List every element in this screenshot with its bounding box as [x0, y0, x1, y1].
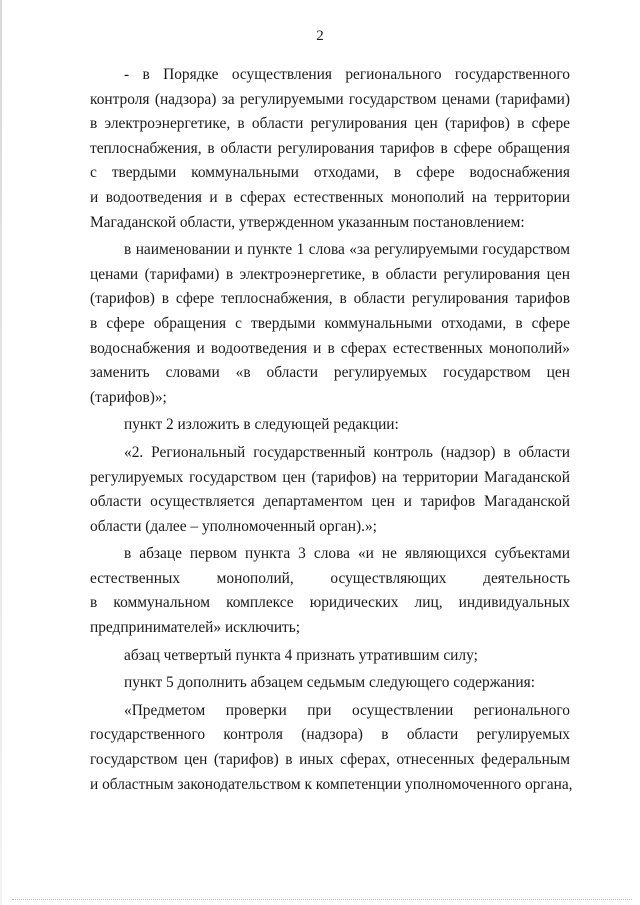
- paragraph-line: «Предметом проверки при осуществлении регионального: [124, 701, 570, 719]
- paragraph-line: (тарифов)»;: [90, 388, 167, 406]
- document-body: [90, 63, 573, 800]
- paragraph-line: в коммунальном комплексе юридических лиц, индивидуальных: [90, 594, 570, 612]
- paragraph-line: области (далее – уполномоченный орган).»;: [90, 517, 377, 535]
- paragraph-line: естественных монополий, осуществляющих деятельность: [90, 569, 570, 587]
- paragraph-line: пункт 2 изложить в следующей редакции:: [124, 416, 399, 434]
- paragraph-line: регулируемых государством цен (тарифов) на территории Магаданской: [90, 468, 570, 486]
- paragraph-line: Магаданской области, утвержденном указанным постановлением:: [90, 213, 525, 231]
- paragraph-line: (тарифов) в сфере теплоснабжения, в области регулирования тарифов: [90, 290, 570, 308]
- paragraph-line: государством цен (тарифов) в иных сферах, отнесенных федеральным: [90, 751, 570, 769]
- paragraph: [90, 699, 573, 797]
- paragraph-line: пункт 5 дополнить абзацем седьмым следующего содержания:: [124, 674, 535, 692]
- paragraph: [90, 413, 570, 438]
- paragraph-line: контроля (надзора) за регулируемыми государством ценами (тарифами): [90, 90, 570, 108]
- paragraph: [90, 644, 570, 669]
- paragraph-line: с твердыми коммунальными отходами, в сфере водоснабжения: [90, 164, 570, 182]
- paragraph: [90, 671, 570, 696]
- paragraph: [90, 441, 570, 539]
- paragraph: [90, 63, 570, 235]
- paragraph-line: в абзаце первом пункта 3 слова «и не являющихся субъектами: [124, 545, 570, 563]
- scan-left-edge: [0, 0, 2, 905]
- paragraph-line: «2. Региональный государственный контроль (надзор) в области: [124, 443, 570, 461]
- scan-bottom-edge: [12, 899, 632, 901]
- paragraph-line: государственного контроля (надзора) в области регулируемых: [90, 726, 570, 744]
- paragraph-line: абзац четвертый пункта 4 признать утратившим силу;: [124, 646, 478, 664]
- paragraph: [90, 238, 570, 410]
- paragraph: [90, 542, 570, 640]
- page-number: 2: [316, 28, 324, 44]
- paragraph-line: предпринимателей» исключить;: [90, 619, 301, 637]
- paragraph-line: заменить словами «в области регулируемых государством цен: [90, 364, 570, 382]
- paragraph-line: водоснабжения и водоотведения и в сферах естественных монополий»: [90, 339, 570, 357]
- paragraph-line: в наименовании и пункте 1 слова «за регулируемыми государством: [124, 241, 570, 259]
- paragraph-line: - в Порядке осуществления регионального государственного: [124, 66, 570, 83]
- paragraph-line: области осуществляется департаментом цен и тарифов Магаданской: [90, 493, 570, 511]
- paragraph-line: в электроэнергетике, в области регулирования цен (тарифов) в сфере: [90, 115, 570, 133]
- paragraph-line: теплоснабжения, в области регулирования тарифов в сфере обращения: [90, 139, 570, 157]
- paragraph-line: ценами (тарифами) в электроэнергетике, в области регулирования цен: [90, 265, 570, 283]
- paragraph-line: и областным законодательством к компетенции уполномоченного органа,: [90, 775, 573, 793]
- paragraph-line: и водоотведения и в сферах естественных монополий на территории: [90, 188, 570, 206]
- paragraph-line: в сфере обращения с твердыми коммунальными отходами, в сфере: [90, 314, 570, 332]
